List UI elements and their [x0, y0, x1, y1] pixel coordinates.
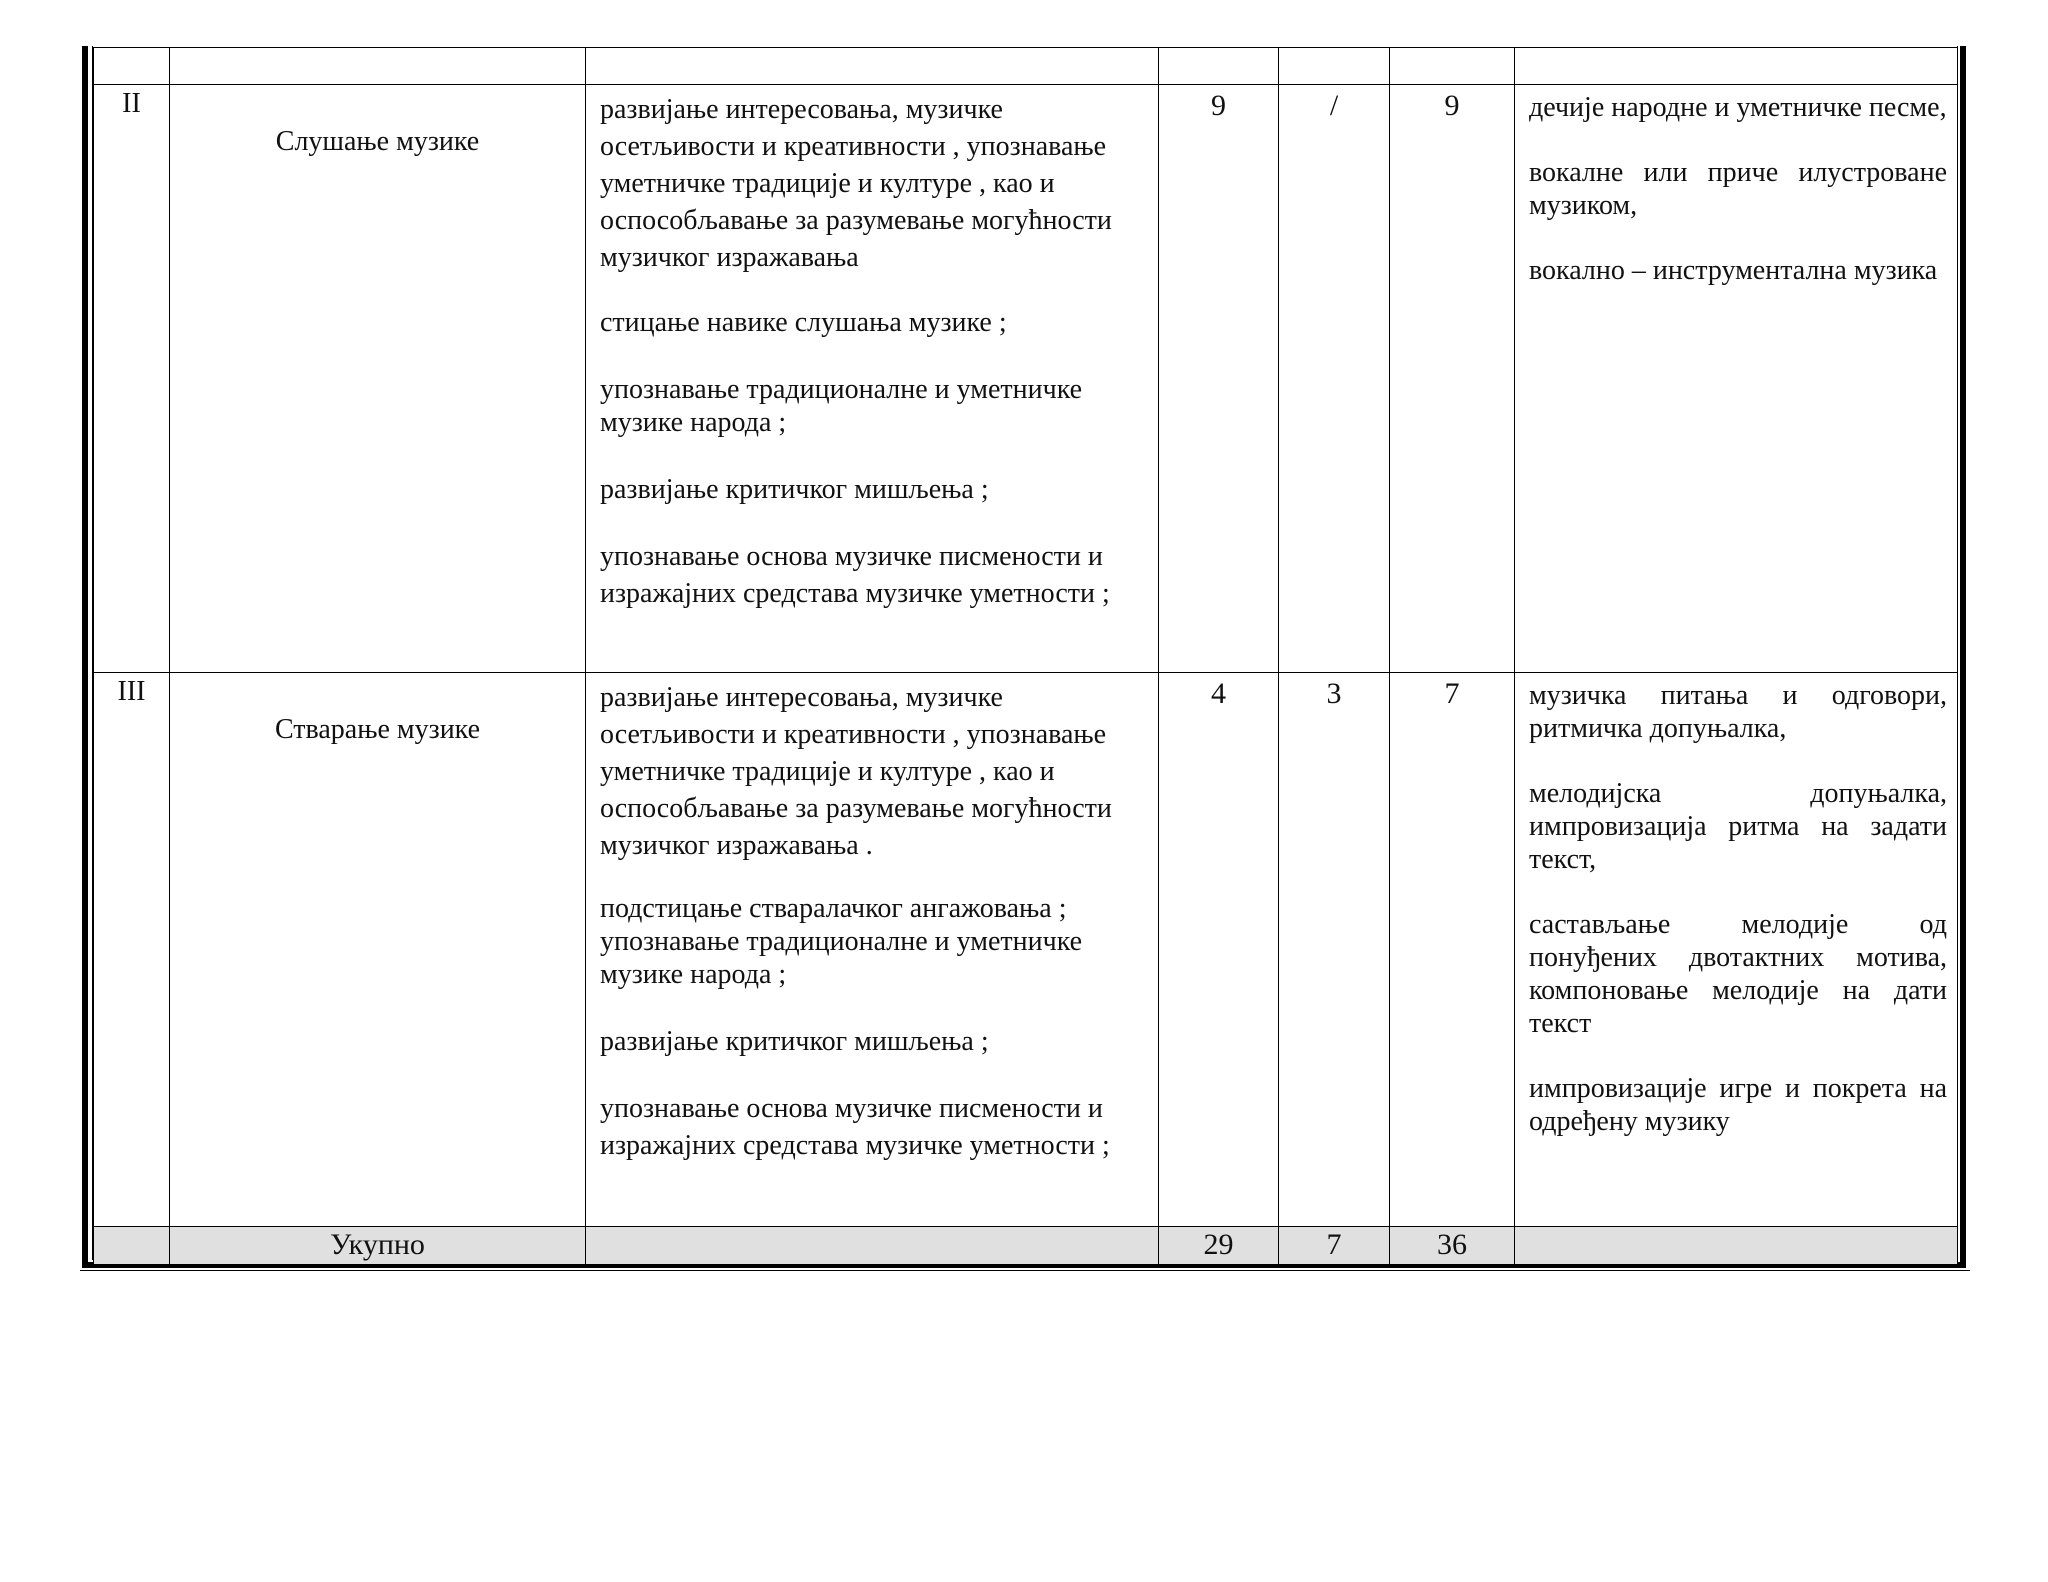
hours-theory: 9 — [1159, 85, 1279, 673]
hours-practice: / — [1279, 85, 1390, 673]
activities-cell — [1515, 673, 1958, 1227]
topic-name: Стварање музике — [170, 673, 586, 1227]
goal-text: развијање критичког мишљења ; — [600, 474, 989, 505]
hours-total: 9 — [1390, 85, 1515, 673]
goals-cell — [586, 85, 1159, 673]
total-row — [94, 1227, 1958, 1265]
empty-cell — [170, 48, 586, 85]
activity-text: дечије народне и уметничке песме, — [1529, 92, 1947, 123]
goal-text: упознавање основа музичке писмености и изражајних средстава музичке уметности ; — [600, 541, 1110, 609]
empty-cell — [586, 48, 1159, 85]
empty-cell — [1279, 48, 1390, 85]
hours-practice: 3 — [1279, 673, 1390, 1227]
total-label: Укупно — [170, 1227, 586, 1265]
table-row — [94, 673, 1958, 1227]
activity-text: вокално – инструментална музика — [1529, 255, 1938, 286]
topic-name: Слушање музике — [170, 85, 586, 673]
empty-cell — [586, 1227, 1159, 1265]
activity-text: мелодијска допуњалка, импровизација ритма на задати текст, — [1529, 778, 1947, 875]
goal-text: упознавање традиционалне и уметничке музике народа ; — [600, 374, 1083, 438]
empty-cell — [1390, 48, 1515, 85]
empty-cell — [94, 48, 170, 85]
total-hours: 36 — [1390, 1227, 1515, 1265]
activity-text: музичка питања и одговори, ритмичка допуњалка, — [1529, 680, 1947, 744]
activity-text: вокалне или приче илустроване музиком, — [1529, 157, 1947, 221]
goal-text: стицање навике слушања музике ; — [600, 307, 1007, 338]
empty-cell — [1515, 48, 1958, 85]
total-practice: 7 — [1279, 1227, 1390, 1265]
row-number: II — [94, 85, 170, 673]
empty-cell — [1515, 1227, 1958, 1265]
table-bottom-rule — [80, 1270, 1970, 1271]
row-number: III — [94, 673, 170, 1227]
goal-text: упознавање основа музичке писмености и изражајних средстава музичке уметности ; — [600, 1093, 1110, 1161]
hours-total: 7 — [1390, 673, 1515, 1227]
activities-cell — [1515, 85, 1958, 673]
table-row-header-continuation — [94, 48, 1958, 85]
empty-cell — [94, 1227, 170, 1265]
hours-theory: 4 — [1159, 673, 1279, 1227]
goals-cell — [586, 673, 1159, 1227]
activity-text: састављање мелодије од понуђених двотактних мотива, компоновање мелодије на дати текст — [1529, 909, 1947, 1039]
goal-text: подстицање стваралачког ангажовања ; упознавање традиционалне и уметничке музике народа ; — [600, 893, 1083, 990]
goal-text: развијање интересовања, музичке осетљивости и креативности , упознавање уметничке традиције и културе , као и оспособљавање за разумевање могућности музичког изражавања . — [600, 682, 1112, 861]
total-theory: 29 — [1159, 1227, 1279, 1265]
goal-text: развијање критичког мишљења ; — [600, 1026, 989, 1057]
goal-text: развијање интересовања, музичке осетљивости и креативности , упознавање уметничке традиције и културе , као и оспособљавање за разумевање могућности музичког изражавања — [600, 94, 1112, 273]
activity-text: импровизације игре и покрета на одређену музику — [1529, 1073, 1947, 1137]
table-row — [94, 85, 1958, 673]
empty-cell — [1159, 48, 1279, 85]
curriculum-table — [93, 47, 1958, 1265]
